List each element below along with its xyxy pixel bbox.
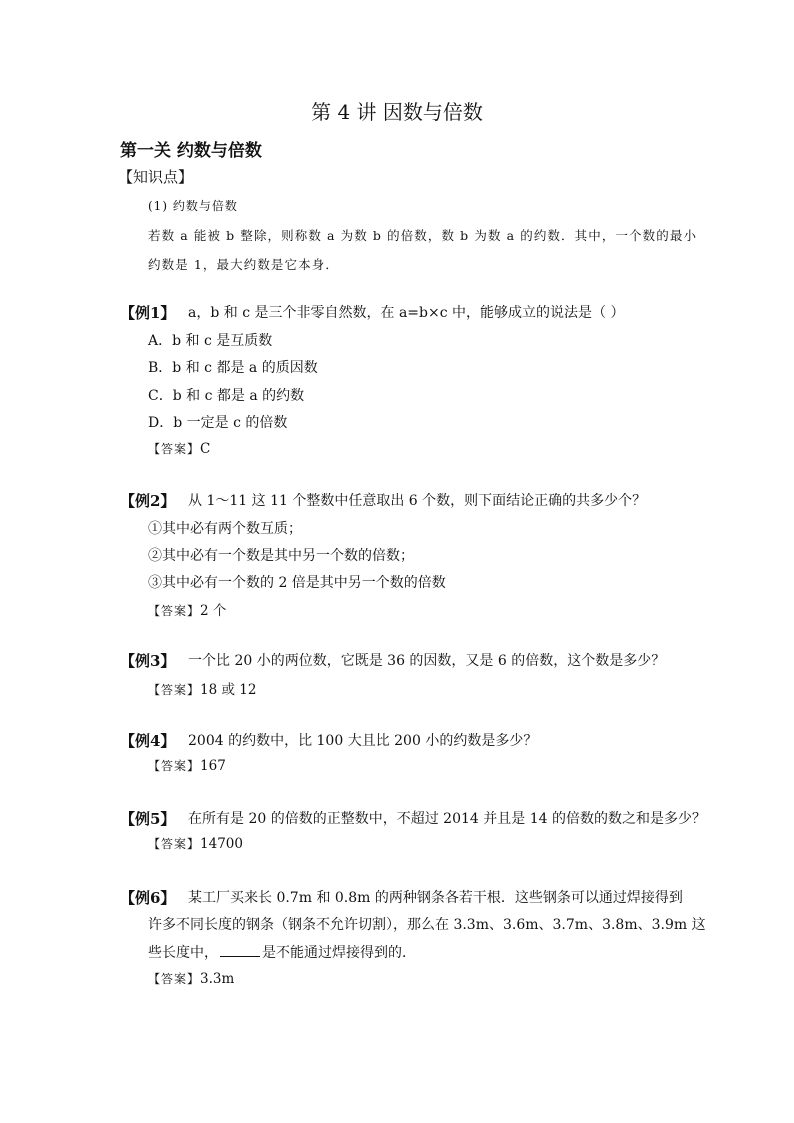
knowledge-text-line-2: 约数是 1，最大约数是它本身．	[148, 257, 339, 272]
example-1-option-d: D．b 一定是 c 的倍数	[148, 415, 288, 431]
example-2-statement-2: ②其中必有一个数是其中另一个数的倍数；	[148, 548, 414, 564]
answer-blank	[220, 944, 260, 957]
knowledge-heading: 【知识点】	[118, 168, 194, 186]
answer-value: C	[200, 441, 211, 457]
example-6-question-line-3-start: 些长度中，	[148, 945, 218, 961]
answer-label: 【答案】	[148, 972, 201, 986]
answer-label: 【答案】	[148, 604, 201, 618]
example-6-label: 【例6】	[120, 889, 176, 907]
knowledge-text-line-1: 若数 a 能被 b 整除，则称数 a 为数 b 的倍数，数 b 为数 a 的约数．其中，一个数的最小	[148, 228, 698, 243]
answer-label: 【答案】	[148, 442, 201, 456]
example-5-label: 【例5】	[120, 810, 176, 828]
example-1-option-a: A．b 和 c 是互质数	[148, 333, 273, 349]
example-4-label: 【例4】	[120, 732, 176, 750]
example-3-answer	[148, 678, 256, 698]
example-4-answer	[148, 757, 226, 774]
answer-label: 【答案】	[148, 683, 201, 697]
example-4-question: 2004 的约数中，比 100 大且比 200 小的约数是多少？	[188, 733, 538, 749]
knowledge-subheading: (1) 约数与倍数	[148, 199, 238, 213]
answer-value: 14700	[200, 836, 243, 852]
example-6-question-line-1: 某工厂买来长 0.7m 和 0.8m 的两种钢条各若干根．这些钢条可以通过焊接得到	[188, 890, 683, 906]
answer-value: 18 或 12	[200, 682, 257, 698]
example-6-question-line-3	[148, 942, 416, 962]
example-3-question: 一个比 20 小的两位数，它既是 36 的因数，又是 6 的倍数，这个数是多少？	[188, 653, 666, 669]
example-5-answer	[148, 835, 243, 852]
example-1-answer	[148, 440, 210, 457]
example-1-question: a，b 和 c 是三个非零自然数，在 a=b×c 中，能够成立的说法是（ ）	[188, 305, 625, 321]
answer-label: 【答案】	[148, 759, 201, 773]
example-3-label: 【例3】	[120, 652, 176, 670]
example-5-question: 在所有是 20 的倍数的正整数中，不超过 2014 并且是 14 的倍数的数之和是多少？	[188, 811, 706, 827]
example-6-answer	[148, 970, 234, 987]
example-2-statement-3: ③其中必有一个数的 2 倍是其中另一个数的倍数	[148, 575, 446, 591]
answer-value: 2 个	[200, 603, 227, 619]
section-heading: 第一关 约数与倍数	[120, 141, 262, 161]
example-6-question-line-2: 许多不同长度的钢条（钢条不允许切割），那么在 3.3m、3.6m、3.7m、3.8m、3.9m 这	[148, 917, 706, 933]
answer-label: 【答案】	[148, 837, 201, 851]
example-2-question: 从 1～11 这 11 个整数中任意取出 6 个数，则下面结论正确的共多少个？	[188, 493, 647, 509]
example-2-label: 【例2】	[120, 492, 176, 510]
example-1-option-c: C．b 和 c 都是 a 的约数	[148, 388, 305, 404]
example-2-answer	[148, 599, 226, 619]
page-title: 第 4 讲 因数与倍数	[311, 100, 483, 124]
answer-value: 167	[200, 758, 226, 774]
example-6-question-line-3-end: 是不能通过焊接得到的．	[262, 945, 416, 961]
example-1-option-b: B．b 和 c 都是 a 的质因数	[148, 360, 318, 376]
example-1-label: 【例1】	[120, 304, 176, 322]
answer-value: 3.3m	[200, 971, 235, 987]
example-2-statement-1: ①其中必有两个数互质；	[148, 521, 302, 537]
